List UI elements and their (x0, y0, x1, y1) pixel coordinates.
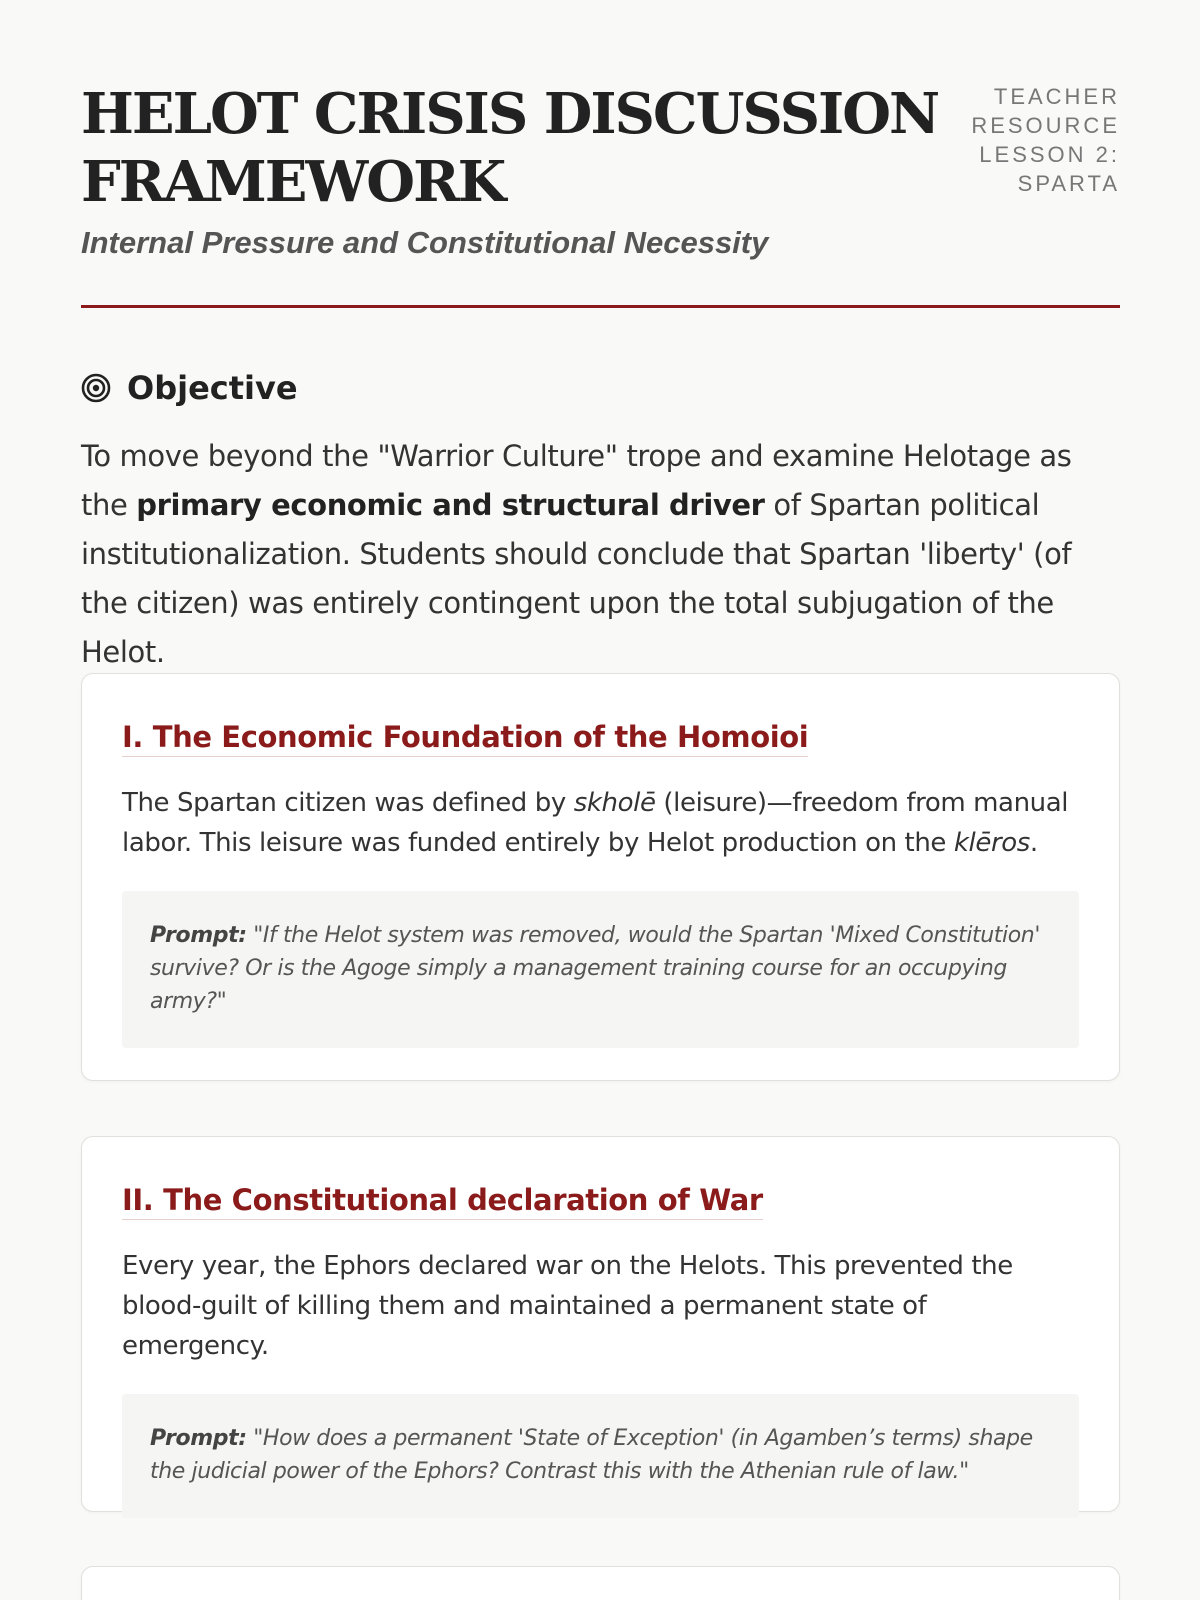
meta-line: LESSON 2: (979, 142, 1120, 167)
prompt-text: "How does a permanent 'State of Exception' (in Agamben’s terms) shape the judicial power of the Ephors? Contrast this with the Athenian rule of law." (150, 1426, 1033, 1484)
section-title: I. The Economic Foundation of the Homoioi (122, 718, 808, 757)
section-card-next (81, 1566, 1120, 1600)
objective-heading: Objective (127, 369, 298, 407)
page-subtitle: Internal Pressure and Constitutional Necessity (81, 225, 769, 260)
discussion-prompt (122, 1394, 1079, 1518)
prompt-label: Prompt: (150, 923, 247, 948)
section-body (122, 783, 1079, 863)
section-title: II. The Constitutional declaration of War (122, 1181, 763, 1220)
objective-text-emphasis: primary economic and structural driver (136, 488, 765, 522)
meta-line: RESOURCE (971, 113, 1120, 138)
page-header (81, 80, 1120, 260)
target-icon (81, 373, 111, 403)
objective-heading-row (81, 362, 1120, 414)
discussion-prompt (122, 891, 1079, 1048)
objective-text-part: To move beyond the "Warrior Culture" trope and examine Helotage as the (81, 439, 1072, 522)
section-card-economic (81, 673, 1120, 1081)
header-divider (81, 305, 1120, 308)
section-body-term: klēros (953, 828, 1030, 858)
resource-meta (920, 82, 1120, 198)
section-body-part: . (1029, 828, 1038, 858)
page-title: HELOT CRISIS DISCUSSION FRAMEWORK (81, 81, 939, 215)
objective-text-part: of Spartan political institutionalization. Students should conclude that Spartan 'liberty' (of the citizen) was entirely contingent upon the total subjugation of the Helot. (81, 488, 1072, 669)
meta-line: TEACHER (993, 84, 1120, 109)
section-body: Every year, the Ephors declared war on the Helots. This prevented the blood-guilt of killing them and maintained a permanent state of emergency. (122, 1251, 1013, 1361)
objective-text (81, 432, 1120, 677)
section-body-term: skholē (573, 788, 656, 818)
prompt-label: Prompt: (150, 1426, 247, 1451)
section-body-part: The Spartan citizen was defined by (122, 788, 574, 818)
section-body-part: (leisure)—freedom from manual labor. This leisure was funded entirely by Helot production on the (122, 788, 1069, 858)
section-card-war (81, 1136, 1120, 1512)
prompt-text: "If the Helot system was removed, would the Spartan 'Mixed Constitution' survive? Or is the Agoge simply a management training course for an occupying army?" (150, 923, 1040, 1014)
meta-line: SPARTA (1017, 171, 1120, 196)
objective-section (81, 362, 1120, 677)
